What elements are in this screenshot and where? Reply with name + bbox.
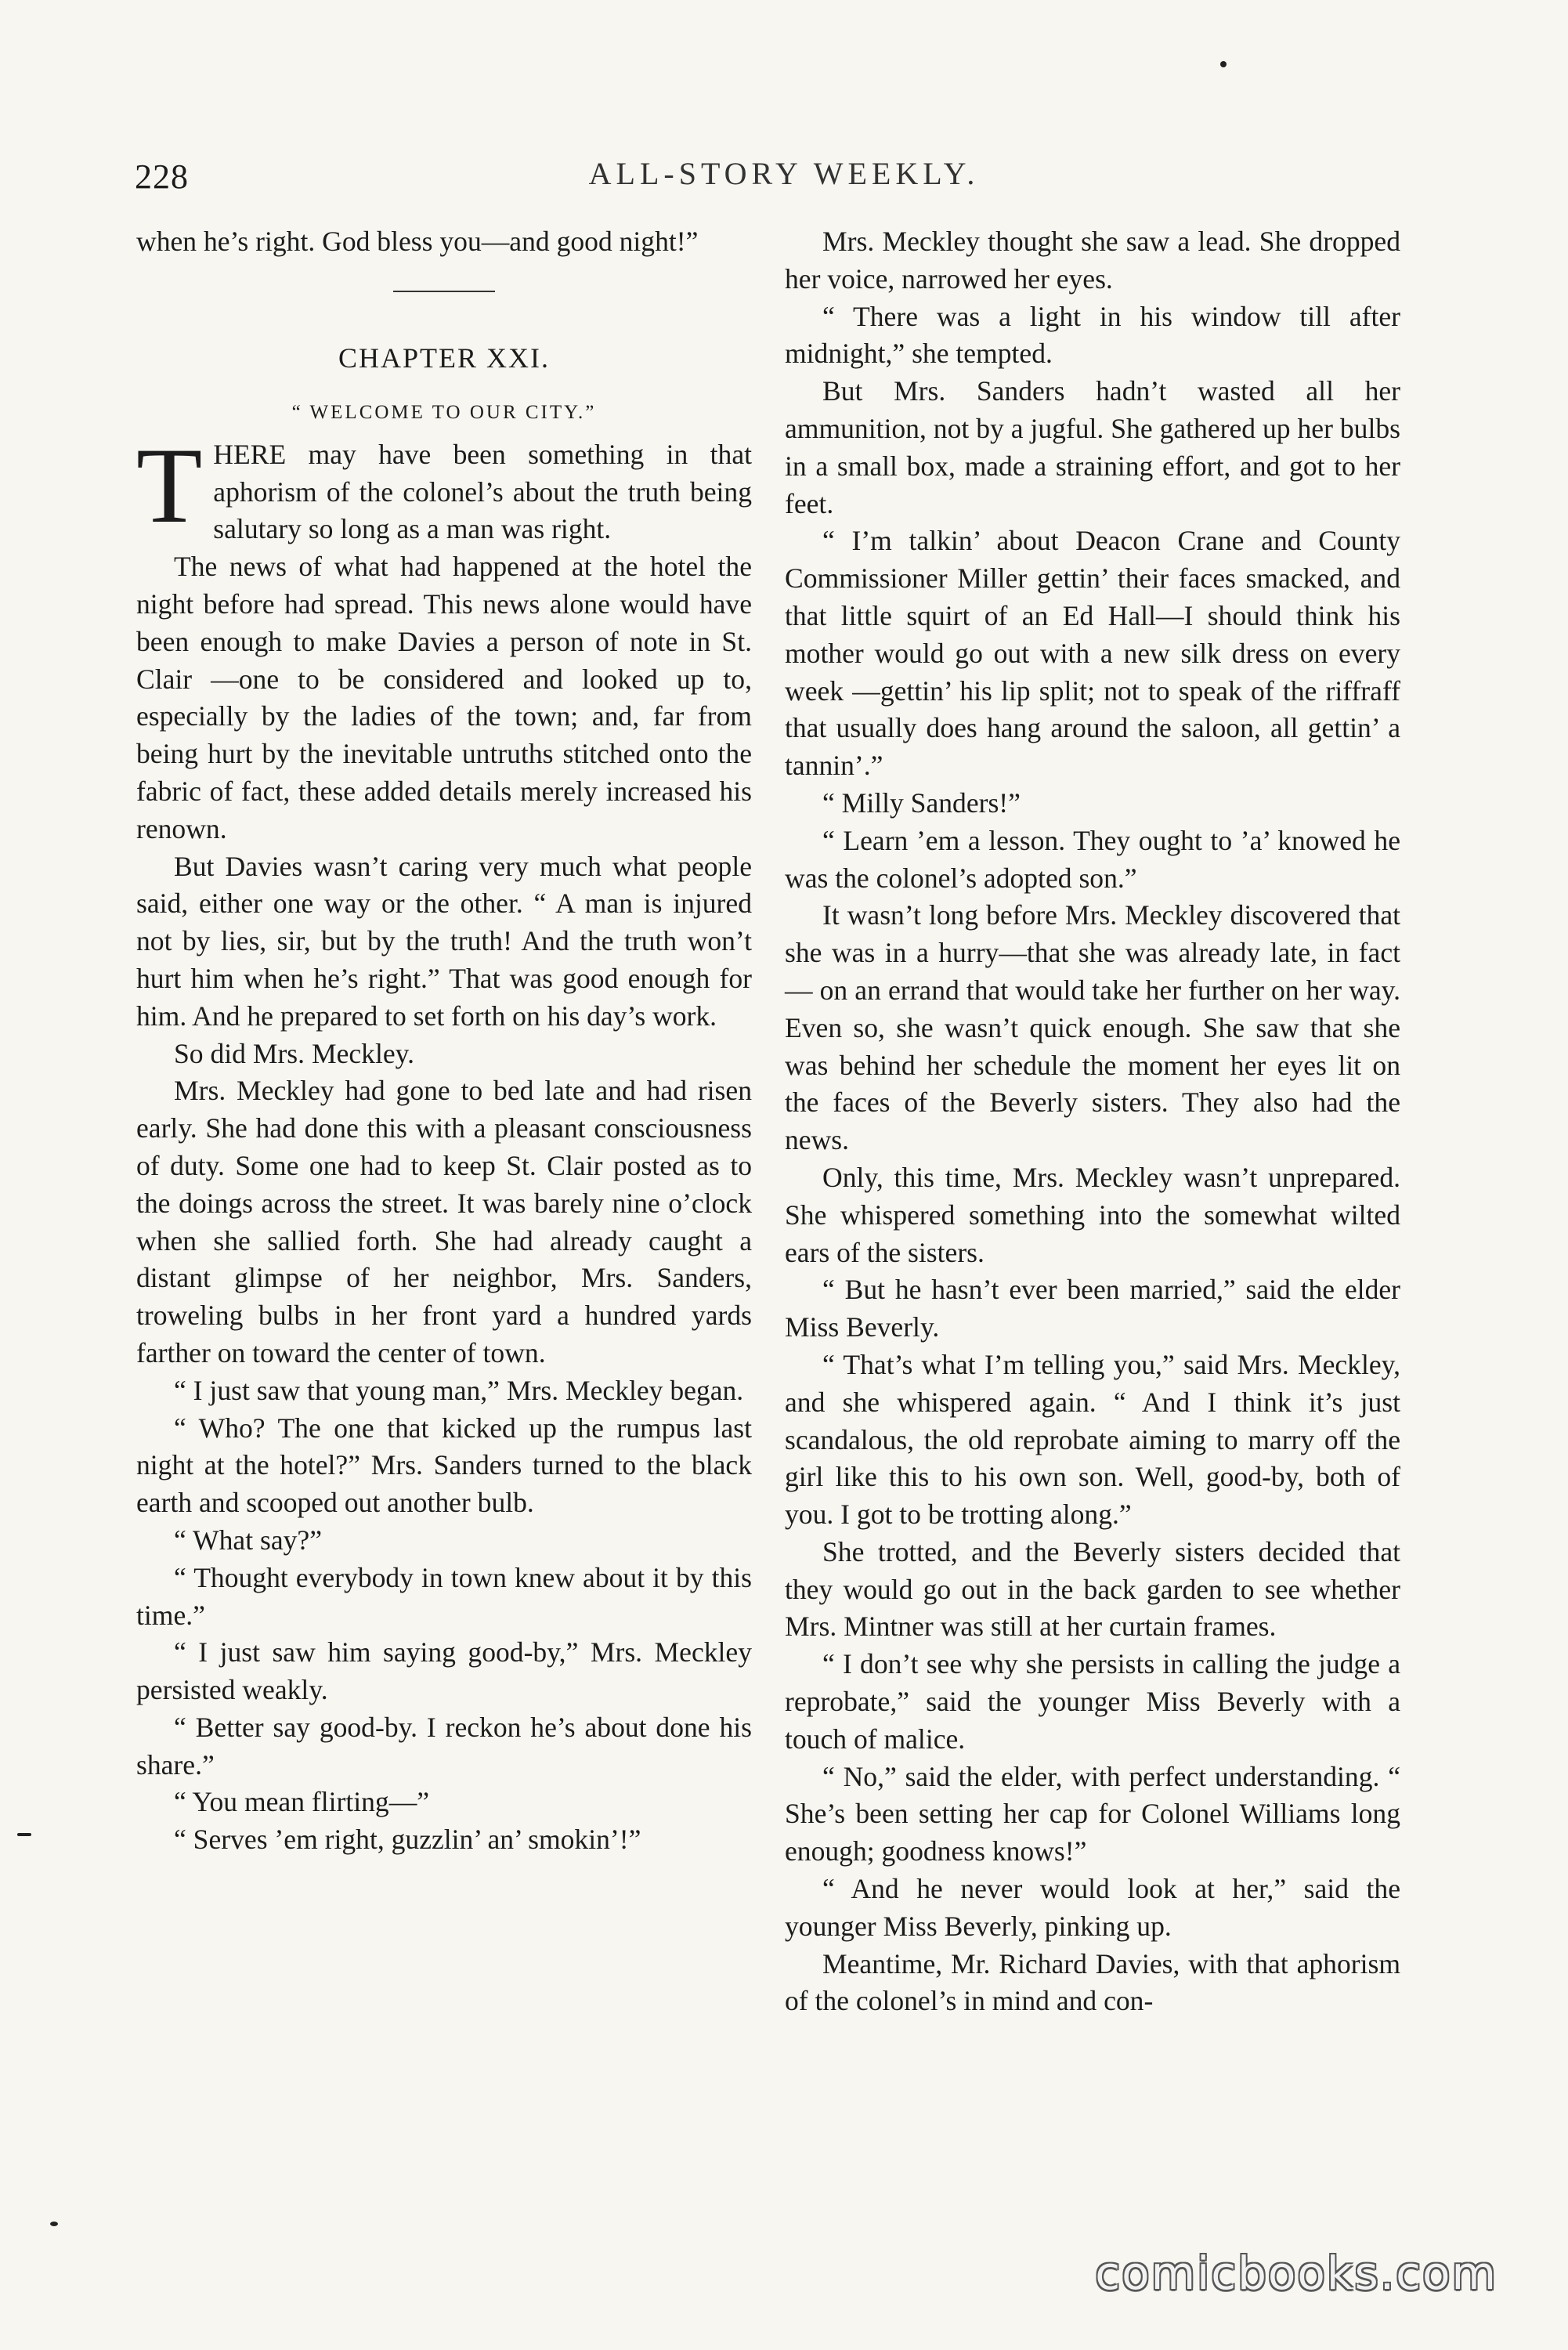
drop-cap: T [136, 425, 203, 545]
paragraph: “ I just saw that young man,” Mrs. Meckley began. [174, 1374, 744, 1406]
paragraph: Meantime, Mr. Richard Davies, with that aphorism of the colonel’s in mind and con- [785, 1947, 1400, 2017]
paragraph: It wasn’t long before Mrs. Meckley discovered that she was in a hurry—that she was already late, in fact — on an errand that would take her further on her way. Even so, she wasn’t quick enough. She saw that she was behind her schedule the moment her eyes lit on the faces of the Beverly sisters. They also had the news. [785, 899, 1400, 1156]
page-number: 228 [135, 157, 189, 196]
scan-speck [50, 2222, 58, 2226]
paragraph: Mrs. Meckley had gone to bed late and had risen early. She had done this with a pleasant consciousness of duty. Some one had to keep St. Clair posted as to the doings across the street. It was barely nine o’clock when she sallied forth. She had already caught a distant glimpse of her neighbor, Mrs. Sanders, troweling bulbs in her front yard a hundred yards farther on toward the center of town. [136, 1075, 752, 1368]
paragraph: So did Mrs. Meckley. [174, 1037, 414, 1069]
paragraph: “ Learn ’em a lesson. They ought to ’a’ knowed he was the colonel’s adopted son.” [785, 824, 1400, 894]
chapter-title: CHAPTER XXI. [338, 342, 550, 374]
paragraph: “ And he never would look at her,” said the younger Miss Beverly, pinking up. [785, 1873, 1400, 1942]
paragraph: “ What say?” [174, 1524, 322, 1556]
paragraph: “ I’m talkin’ about Deacon Crane and County Commissioner Miller gettin’ their faces smacked, and that little squirt of an Ed Hall—I should think his mother would go out with a new silk dress on every week —gettin’ his lip split; not to speak of the riffraff that usually does hang around the saloon, all gettin’ a tannin’.” [785, 525, 1400, 782]
paragraph: But Davies wasn’t caring very much what people said, either one way or the other. “ A man is injured not by lies, sir, but by the truth! And the truth won’t hurt him when he’s right.” That was good enough for him. And he prepared to set forth on his day’s work. [136, 850, 752, 1032]
paragraph: But Mrs. Sanders hadn’t wasted all her ammunition, not by a jugful. She gathered up her bulbs in a small box, made a straining effort, and got to her feet. [785, 375, 1400, 519]
paragraph: “ Milly Sanders!” [822, 786, 1021, 819]
carry-over-text: when he’s right. God bless you—and good night!” [136, 226, 699, 257]
paragraph: She trotted, and the Beverly sisters decided that they would go out in the back garden to see whether Mrs. Mintner was still at her curtain frames. [785, 1535, 1400, 1643]
opening-paragraph-text: HERE may have been something in that aphorism of the colonel’s about the truth being salutary so long as a man was right. [213, 438, 752, 545]
right-column [785, 223, 1400, 2020]
paragraph: “ Who? The one that kicked up the rumpus last night at the hotel?” Mrs. Sanders turned to the black earth and scooped out another bulb. [136, 1412, 752, 1519]
paragraph: The news of what had happened at the hotel the night before had spread. This news alone would have been enough to make Davies a person of note in St. Clair —one to be considered and looked up to, especially by the ladies of the town; and, far from being hurt by the inevitable untruths stitched onto the fabric of fact, these added details merely increased his renown. [136, 551, 752, 844]
paragraph: “ Better say good-by. I reckon he’s about done his share.” [136, 1711, 752, 1781]
scan-speck [1220, 61, 1227, 67]
paragraph: “ Thought everybody in town knew about it by this time.” [136, 1561, 752, 1631]
watermark-logo: comicbooks.com [1095, 2247, 1498, 2300]
running-title: ALL-STORY WEEKLY. [588, 156, 980, 191]
paragraph: Mrs. Meckley thought she saw a lead. She dropped her voice, narrowed her eyes. [785, 226, 1400, 295]
section-divider [393, 291, 495, 292]
opening-paragraph [136, 425, 752, 548]
paragraph: “ I just saw him saying good-by,” Mrs. Meckley persisted weakly. [136, 1636, 752, 1706]
paragraph: “ There was a light in his window till after midnight,” she tempted. [785, 300, 1400, 370]
paragraph: “ I don’t see why she persists in calling the judge a reprobate,” said the younger Miss Beverly with a touch of malice. [785, 1648, 1400, 1755]
left-column [136, 223, 752, 1859]
paragraph: “ But he hasn’t ever been married,” said the elder Miss Beverly. [785, 1274, 1400, 1343]
scan-speck [17, 1833, 31, 1836]
paragraph: “ That’s what I’m telling you,” said Mrs. Meckley, and she whispered again. “ And I think it’s just scandalous, the old reprobate aiming to marry off the girl like this to his own son. Well, good-by, both of you. I got to be trotting along.” [785, 1348, 1400, 1531]
paragraph: “ Serves ’em right, guzzlin’ an’ smokin’!” [174, 1824, 641, 1856]
paragraph: Only, this time, Mrs. Meckley wasn’t unprepared. She whispered something into the somewhat wilted ears of the sisters. [785, 1161, 1400, 1268]
chapter-subtitle: “ WELCOME TO OUR CITY.” [291, 401, 597, 423]
paragraph: “ You mean flirting—” [174, 1786, 430, 1818]
paragraph: “ No,” said the elder, with perfect understanding. “ She’s been setting her cap for Colonel Williams long enough; goodness knows!” [785, 1760, 1400, 1867]
